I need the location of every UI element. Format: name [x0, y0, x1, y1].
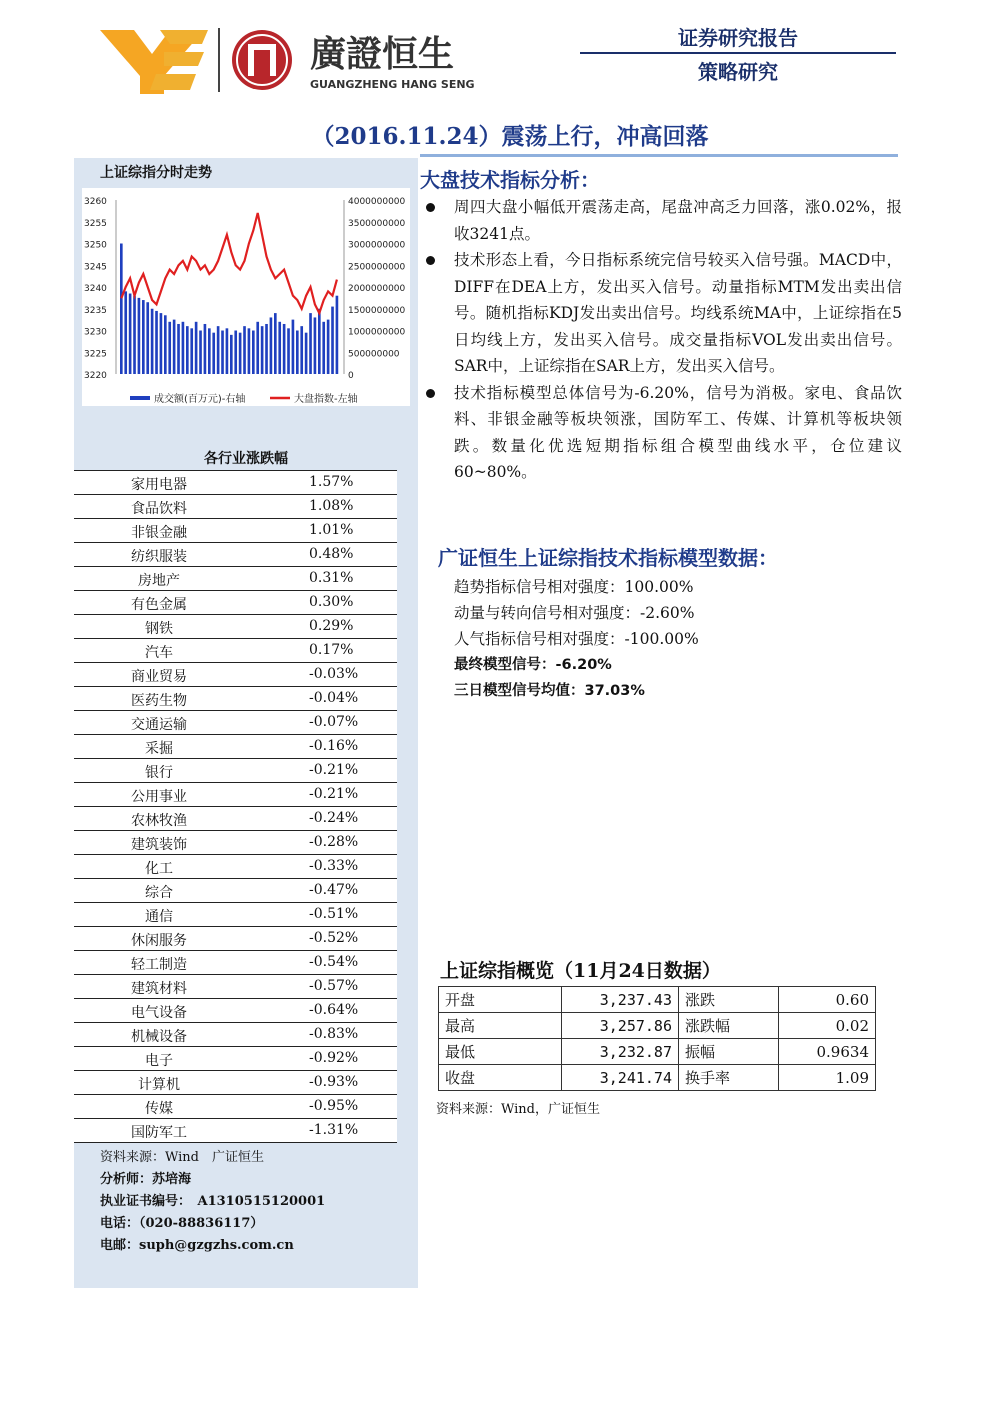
industry-cell	[74, 951, 397, 975]
volume-bar	[124, 291, 127, 374]
table-row	[74, 639, 397, 663]
table-row	[74, 519, 397, 543]
index-line	[121, 213, 337, 313]
volume-bar	[261, 326, 264, 374]
industry-cell	[74, 567, 397, 591]
industry-cell	[74, 831, 397, 855]
industry-change: 0.17%	[309, 642, 354, 658]
table-row	[439, 1039, 876, 1065]
overview-value: 0.60	[779, 987, 876, 1013]
bullet-dot-icon	[426, 389, 435, 398]
bullet-dot-icon	[426, 203, 435, 212]
volume-bar	[270, 317, 273, 374]
table-row	[74, 783, 397, 807]
table-row	[74, 903, 397, 927]
volume-bar	[336, 296, 339, 374]
overview-source: 资料来源：Wind，广证恒生	[436, 1102, 600, 1117]
industry-name: 国防军工	[131, 1125, 187, 1141]
industry-cell	[74, 759, 397, 783]
overview-value: 3,237.43	[562, 987, 679, 1013]
chart-right-tick-label: 500000000	[348, 349, 400, 360]
table-row	[74, 663, 397, 687]
industry-cell	[74, 855, 397, 879]
table-row	[74, 711, 397, 735]
industry-change: -0.51%	[309, 906, 359, 922]
volume-bar	[173, 320, 176, 374]
overview-label: 涨跌	[679, 987, 779, 1013]
brand-cn: 廣證恒生	[310, 33, 455, 75]
legend-line-label: 大盘指数-左轴	[294, 394, 358, 405]
volume-bar	[265, 324, 268, 374]
industry-cell	[74, 495, 397, 519]
industry-change: -0.28%	[309, 834, 359, 850]
header-divider	[580, 52, 896, 54]
volume-bar	[160, 313, 163, 374]
volume-bar	[252, 331, 255, 375]
industry-cell	[74, 1095, 397, 1119]
volume-bar	[314, 317, 317, 374]
legend-bar-label: 成交额(百万元)-右轴	[154, 394, 246, 405]
table-row	[74, 1095, 397, 1119]
chart-title: 上证综指分时走势	[100, 165, 212, 181]
volume-bar	[318, 309, 321, 374]
industry-change: -0.47%	[309, 882, 359, 898]
chart-right-tick-label: 2000000000	[348, 284, 406, 294]
table-row	[74, 999, 397, 1023]
table-row	[74, 615, 397, 639]
table-row	[439, 1013, 876, 1039]
industry-change: -0.52%	[309, 930, 359, 946]
volume-bar	[212, 333, 215, 374]
chart-left-tick-label: 3255	[84, 218, 107, 229]
industry-cell	[74, 1023, 397, 1047]
overview-value: 3,232.87	[562, 1039, 679, 1065]
industry-cell	[74, 1119, 397, 1143]
overview-value: 1.09	[779, 1065, 876, 1091]
industry-cell	[74, 1071, 397, 1095]
volume-bar	[331, 307, 334, 374]
volume-bar	[292, 320, 295, 374]
industry-name: 有色金属	[131, 597, 187, 613]
overview-value: 0.9634	[779, 1039, 876, 1065]
chart-left-tick-label: 3240	[84, 284, 107, 294]
chart-right-tick-label: 3500000000	[348, 218, 406, 229]
ye-mark-icon	[100, 30, 208, 94]
chart-left-tick-label: 3230	[84, 327, 107, 338]
industry-name: 公用事业	[131, 789, 187, 805]
volume-bar	[155, 311, 158, 374]
chart-right-tick-label: 0	[348, 371, 354, 381]
table-row	[74, 735, 397, 759]
legend-bar-swatch	[130, 396, 150, 400]
industry-name: 商业贸易	[131, 669, 187, 685]
analysis-bullets	[426, 194, 902, 486]
industry-name: 交通运输	[131, 717, 187, 733]
volume-bar	[186, 326, 189, 374]
analyst-name: 分析师：苏培海	[100, 1172, 192, 1187]
analysis-heading: 大盘技术指标分析：	[420, 168, 600, 192]
three-day-average: 三日模型信号均值：37.03%	[454, 683, 645, 699]
volume-bar	[138, 298, 141, 374]
model-heading: 广证恒生上证综指技术指标模型数据：	[438, 546, 778, 570]
volume-bar	[142, 300, 145, 374]
industry-change: -0.16%	[309, 738, 359, 754]
volume-bar	[199, 331, 202, 375]
volume-bar	[234, 331, 237, 375]
industry-change: -0.21%	[309, 762, 359, 778]
industry-cell	[74, 1047, 397, 1071]
volume-bar	[256, 322, 259, 374]
volume-bar	[309, 313, 312, 374]
volume-bar	[305, 333, 308, 374]
volume-bar	[243, 326, 246, 374]
industry-cell	[74, 807, 397, 831]
volume-bar	[208, 328, 211, 374]
company-logo	[100, 24, 500, 96]
chart-right-tick-label: 1500000000	[348, 305, 406, 316]
industry-cell	[74, 903, 397, 927]
volume-bar	[190, 328, 193, 374]
industry-change: -0.57%	[309, 978, 359, 994]
industry-cell	[74, 639, 397, 663]
volume-bar	[182, 322, 185, 374]
table-row	[439, 1065, 876, 1091]
industry-name: 家用电器	[131, 477, 187, 493]
volume-bar	[168, 322, 171, 374]
industry-name: 农林牧渔	[131, 813, 187, 829]
volume-bar	[133, 296, 136, 374]
bullet-dot-icon	[426, 256, 435, 265]
model-data	[454, 574, 699, 704]
report-type: 证券研究报告	[678, 26, 798, 50]
chart-left-tick-label: 3260	[84, 197, 107, 207]
industry-name: 休闲服务	[131, 933, 187, 949]
table-row	[74, 591, 397, 615]
industry-change: 0.31%	[309, 570, 354, 586]
chart-left-tick-label: 3245	[84, 262, 107, 273]
industry-change: -0.07%	[309, 714, 359, 730]
title-divider	[420, 154, 898, 157]
table-row	[74, 855, 397, 879]
industry-cell	[74, 543, 397, 567]
overview-label: 涨跌幅	[679, 1013, 779, 1039]
analyst-email[interactable]: 电邮：suph@gzgzhs.com.cn	[100, 1238, 294, 1253]
volume-bar	[195, 322, 198, 374]
industry-change: 1.57%	[309, 474, 354, 490]
overview-label: 最低	[439, 1039, 562, 1065]
chart-right-tick-label: 2500000000	[348, 262, 406, 273]
chart-left-tick-label: 3225	[84, 349, 107, 360]
volume-bar	[278, 322, 281, 374]
chart-left-tick-label: 3250	[84, 240, 107, 251]
model-line: 动量与转向信号相对强度：-2.60%	[454, 604, 695, 622]
table-row	[74, 687, 397, 711]
overview-value: 0.02	[779, 1013, 876, 1039]
industry-change: -0.04%	[309, 690, 359, 706]
volume-bar	[217, 326, 220, 374]
table-row	[74, 831, 397, 855]
table-row	[74, 543, 397, 567]
industry-cell	[74, 663, 397, 687]
volume-bar	[164, 315, 167, 374]
overview-label: 开盘	[439, 987, 562, 1013]
volume-bar	[204, 324, 207, 374]
industry-change: -0.33%	[309, 858, 359, 874]
industry-name: 传媒	[145, 1101, 173, 1117]
final-signal: 最终模型信号：-6.20%	[454, 657, 612, 673]
industry-name: 通信	[145, 909, 173, 925]
industry-name: 银行	[145, 765, 173, 781]
volume-bar	[327, 320, 330, 374]
industry-cell	[74, 711, 397, 735]
overview-table	[438, 986, 876, 1091]
industry-change: -0.92%	[309, 1050, 359, 1066]
table-row	[74, 927, 397, 951]
industry-name: 建筑材料	[131, 981, 187, 997]
sidebar-source: 资料来源：Wind 广证恒生	[100, 1150, 264, 1165]
industry-change: -1.31%	[309, 1122, 359, 1138]
volume-bar	[322, 322, 325, 374]
overview-label: 振幅	[679, 1039, 779, 1065]
analyst-license: 执业证书编号： A1310515120001	[100, 1194, 326, 1209]
industry-name: 建筑装饰	[131, 837, 187, 853]
industry-cell	[74, 783, 397, 807]
volume-bar	[239, 333, 242, 374]
chart-right-tick-label: 4000000000	[348, 197, 406, 207]
table-row	[74, 495, 397, 519]
overview-label: 收盘	[439, 1065, 562, 1091]
industry-cell	[74, 735, 397, 759]
industry-cell	[74, 975, 397, 999]
volume-bar	[248, 328, 251, 374]
industry-name: 化工	[145, 861, 173, 877]
table-row	[74, 471, 397, 495]
industry-cell	[74, 519, 397, 543]
table-row	[74, 879, 397, 903]
table-row	[439, 987, 876, 1013]
volume-bar	[300, 326, 303, 374]
industry-change: -0.64%	[309, 1002, 359, 1018]
industry-cell	[74, 687, 397, 711]
industry-change: 1.01%	[309, 522, 354, 538]
volume-bar	[230, 335, 233, 374]
industry-name: 汽车	[145, 645, 173, 661]
chart-right-tick-label: 3000000000	[348, 240, 406, 251]
volume-bar	[129, 294, 132, 374]
industry-change: -0.03%	[309, 666, 359, 682]
model-line: 趋势指标信号相对强度：100.00%	[454, 578, 694, 596]
overview-label: 最高	[439, 1013, 562, 1039]
industry-table-title: 各行业涨跌幅	[204, 451, 288, 467]
industry-name: 食品饮料	[131, 501, 187, 517]
industry-cell	[74, 999, 397, 1023]
volume-bar	[120, 244, 123, 375]
volume-bar	[226, 328, 229, 374]
analysis-bullet: 技术指标模型总体信号为-6.20%，信号为消极。家电、食品饮料、非银金融等板块领涨，国防军工、传媒、计算机等板块领跌。数量化优选短期指标组合模型曲线水平，仓位建议60~80%。	[426, 380, 902, 486]
industry-cell	[74, 591, 397, 615]
table-row	[74, 951, 397, 975]
report-category: 策略研究	[698, 60, 778, 84]
volume-bar	[221, 331, 224, 375]
overview-value: 3,241.74	[562, 1065, 679, 1091]
industry-name: 非银金融	[131, 525, 187, 541]
page-title: （2016.11.24）震荡上行，冲高回落	[311, 123, 709, 150]
volume-bar	[146, 302, 149, 374]
table-row	[74, 1119, 397, 1143]
industry-name: 采掘	[145, 741, 173, 757]
volume-bar	[177, 324, 180, 374]
intraday-chart-svg	[82, 188, 410, 406]
table-row	[74, 975, 397, 999]
industry-name: 轻工制造	[131, 957, 187, 973]
industry-cell	[74, 927, 397, 951]
chart-right-tick-label: 1000000000	[348, 327, 406, 338]
table-row	[74, 567, 397, 591]
volume-bar	[296, 331, 299, 375]
industry-change: -0.54%	[309, 954, 359, 970]
volume-bar	[283, 324, 286, 374]
industry-name: 房地产	[138, 573, 180, 589]
volume-bar	[287, 328, 290, 374]
industry-change: 1.08%	[309, 498, 354, 514]
volume-bar	[151, 309, 154, 374]
industry-name: 机械设备	[131, 1029, 187, 1045]
analysis-bullet: 技术形态上看，今日指标系统完信号较买入信号强。MACD中，DIFF在DEA上方，发出买入信号。动量指标MTM发出卖出信号。随机指标KDJ发出卖出信号。均线系统MA中，上证综指在5日均线上方，发出买入信号。成交量指标VOL发出卖出信号。SAR中，上证综指在SAR上方，发出买入信号。	[426, 247, 902, 380]
industry-change: -0.83%	[309, 1026, 359, 1042]
model-line: 人气指标信号相对强度：-100.00%	[454, 630, 699, 648]
industry-cell	[74, 879, 397, 903]
analysis-bullet: 周四大盘小幅低开震荡走高，尾盘冲高乏力回落，涨0.02%，报收3241点。	[426, 194, 902, 247]
industry-name: 电子	[145, 1053, 173, 1069]
overview-value: 3,257.86	[562, 1013, 679, 1039]
overview-heading: 上证综指概览（11月24日数据）	[440, 960, 721, 982]
industry-change: 0.30%	[309, 594, 354, 610]
industry-name: 综合	[145, 885, 173, 901]
industry-name: 电气设备	[131, 1005, 187, 1021]
table-row	[74, 1071, 397, 1095]
industry-change: -0.95%	[309, 1098, 359, 1114]
industry-cell	[74, 471, 397, 495]
industry-name: 钢铁	[145, 621, 173, 637]
analyst-phone: 电话：（020-88836117）	[100, 1216, 264, 1231]
brand-en: GUANGZHENG HANG SENG	[310, 78, 475, 91]
overview-label: 换手率	[679, 1065, 779, 1091]
industry-change: -0.93%	[309, 1074, 359, 1090]
table-row	[74, 759, 397, 783]
intraday-chart	[82, 188, 410, 406]
table-row	[74, 807, 397, 831]
industry-change: -0.21%	[309, 786, 359, 802]
industry-name: 医药生物	[131, 693, 187, 709]
industry-change: 0.48%	[309, 546, 354, 562]
seal-icon	[232, 30, 292, 90]
volume-bar	[274, 313, 277, 374]
industry-cell	[74, 615, 397, 639]
industry-name: 纺织服装	[131, 549, 187, 565]
chart-left-tick-label: 3235	[84, 305, 107, 316]
table-row	[74, 1047, 397, 1071]
industry-name: 计算机	[138, 1077, 180, 1093]
industry-change: 0.29%	[309, 618, 354, 634]
table-row	[74, 1023, 397, 1047]
industry-table	[74, 470, 397, 1143]
industry-change: -0.24%	[309, 810, 359, 826]
chart-left-tick-label: 3220	[84, 371, 107, 381]
